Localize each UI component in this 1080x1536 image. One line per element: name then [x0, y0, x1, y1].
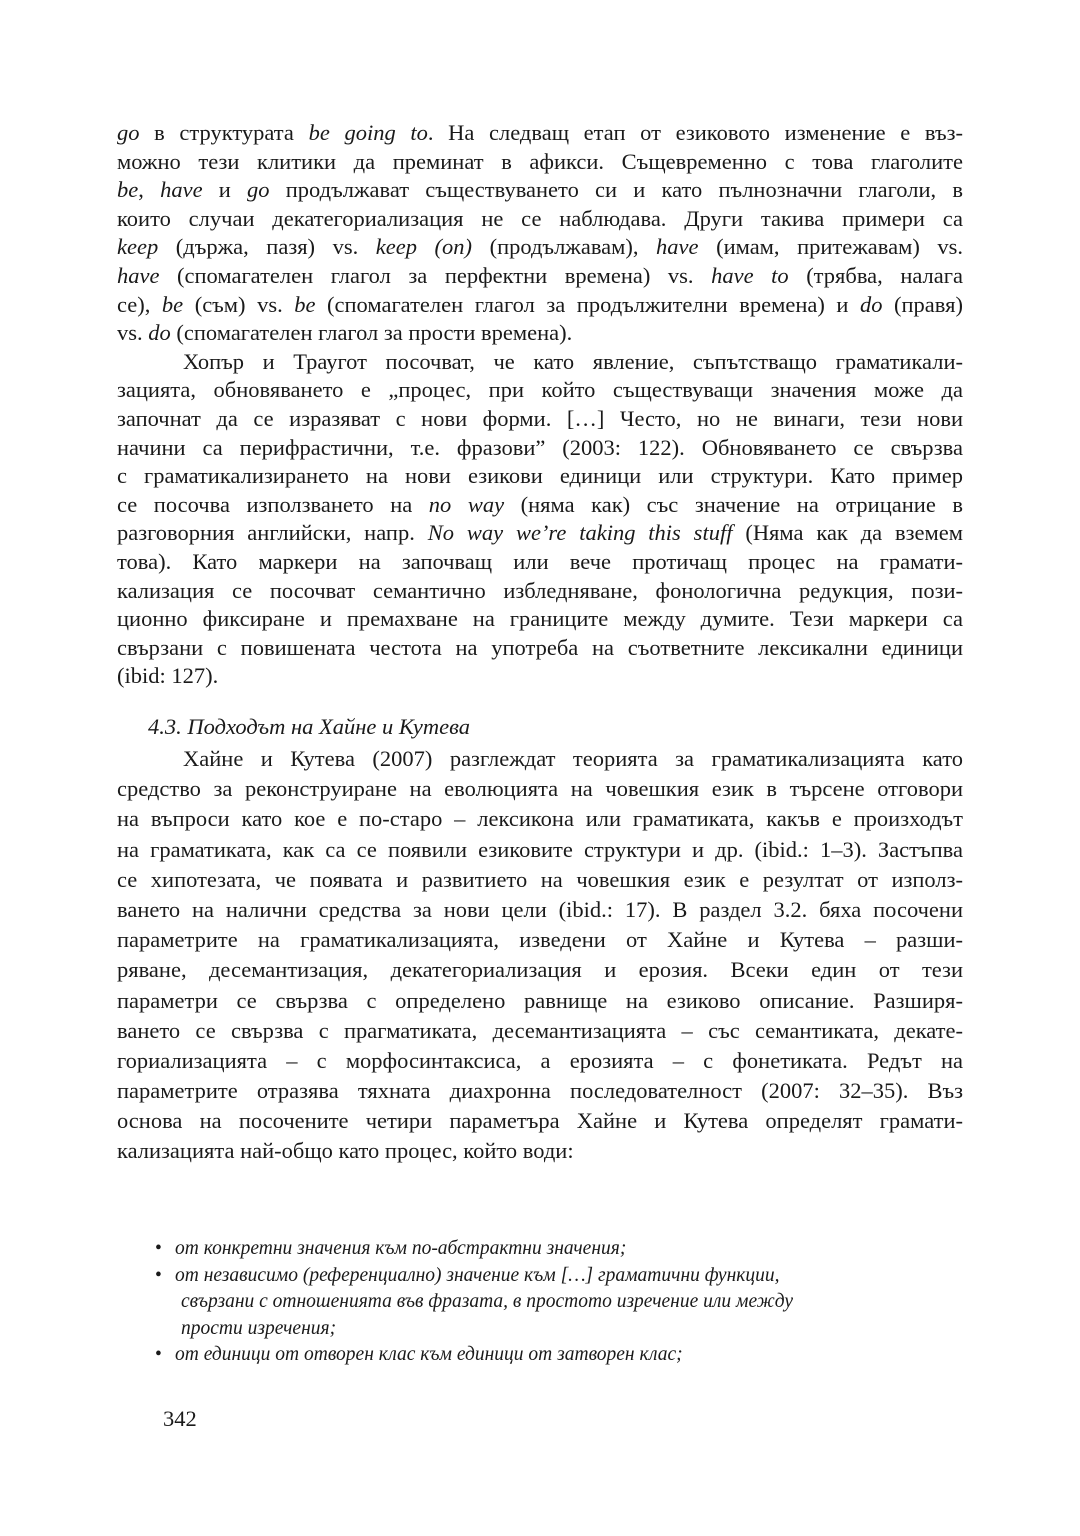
text-run: разговорния английски, напр.	[117, 520, 428, 546]
text-line	[117, 744, 963, 774]
italic-term: have	[117, 262, 160, 288]
text-run: кализация се посочват семантично избледняване, фонологична редукция, пози-	[117, 577, 963, 603]
text-run: (правя)	[882, 291, 963, 317]
text-line	[117, 405, 963, 434]
text-line	[117, 1046, 963, 1076]
text-run: се),	[117, 291, 162, 317]
text-line	[117, 1076, 963, 1106]
text-run: се посочва използването на	[117, 491, 429, 517]
text-run: (спомагателен глагол за прости времена).	[170, 320, 573, 346]
list-item	[155, 1263, 793, 1343]
text-run: ването на налични средства за нови цели (ibid.: 17). В раздел 3.2. бяха посочени	[117, 896, 963, 922]
italic-term: be	[294, 291, 316, 317]
text-run: гориализацията – с морфосинтаксиса, а ерозията – с фонетиката. Редът на	[117, 1047, 963, 1073]
bullet-icon: •	[155, 1344, 162, 1365]
text-line	[117, 955, 963, 985]
text-run: и	[202, 177, 248, 203]
text-line	[117, 1106, 963, 1136]
text-run: можно тези клитики да преминат в афикси. Същевременно с това глаголите	[117, 148, 963, 174]
italic-term: No way we’re taking this stuff	[427, 520, 733, 546]
text-line	[117, 925, 963, 955]
text-run: начини са перифрастични, т.е. фразови” (2003: 122). Обновяването се свързва	[117, 434, 963, 460]
text-run: зацията, обновяването е „процес, при който съществуващи значения може да	[117, 377, 963, 403]
text-line	[117, 233, 963, 262]
text-run: (съм) vs.	[183, 291, 295, 317]
italic-term: have	[656, 234, 699, 260]
list-item-text: от конкретни значения към по-абстрактни значения;	[175, 1238, 627, 1259]
text-line	[117, 986, 963, 1016]
text-run: параметрите на граматикализацията, изведени от Хайне и Кутева – разши-	[117, 927, 963, 953]
text-run: ването се свързва с прагматиката, десемантизацията – със семантиката, декате-	[117, 1017, 963, 1043]
text-line	[117, 291, 963, 320]
text-run: (спомагателен глагол за продължителни времена) и	[315, 291, 860, 317]
text-run: свързани с повишената честота на употреба на съответните лексикални единици	[117, 634, 963, 660]
text-line	[117, 462, 963, 491]
text-run: (имам, притежавам) vs.	[698, 234, 964, 260]
text-line	[117, 605, 963, 634]
text-run: основа на посочените четири параметъра Хайне и Кутева определят грамати-	[117, 1108, 963, 1134]
text-run: параметри се свързва с определено равнище на езиково описание. Разширя-	[117, 987, 963, 1013]
text-run: ционно фиксиране и премахване на границите между думите. Тези маркери са	[117, 606, 963, 632]
text-run: (спомагателен глагол за перфектни времена) vs.	[159, 262, 712, 288]
text-run: на граматиката, как са се появили езиковите структури и др. (ibid.: 1–3). Застъпва	[117, 836, 963, 862]
text-run: които случаи декатегориализация не се наблюдава. Други такива примери са	[117, 205, 963, 231]
italic-term: keep	[117, 234, 159, 260]
text-line	[117, 1136, 963, 1166]
text-run: . На следващ етап от езиковото изменение е въз-	[427, 120, 963, 145]
text-line	[117, 119, 963, 148]
text-run: Хопър и Траугот посочват, че като явление, съпътстващо граматикали-	[183, 348, 963, 374]
text-run: кализацията най-общо като процес, който води:	[117, 1138, 574, 1164]
italic-term: no way	[428, 491, 505, 517]
italic-term: be going to	[308, 120, 428, 145]
bullet-icon: •	[155, 1264, 162, 1286]
text-line	[117, 634, 963, 663]
text-run: с граматикализирането на нови езикови единици или структури. Като пример	[117, 463, 963, 489]
italic-term: have	[160, 177, 203, 203]
text-line	[117, 662, 963, 691]
text-line	[117, 434, 963, 463]
text-line	[117, 519, 963, 548]
text-run: (Няма как да вземем	[732, 520, 963, 546]
text-run: продължават съществуването си и като пълнозначни глаголи, в	[269, 177, 963, 203]
list-item	[155, 1342, 793, 1369]
body-text-upper	[117, 119, 963, 691]
text-run: Хайне и Кутева (2007) разглеждат теорията за граматикализацията като	[183, 746, 963, 771]
text-line	[117, 774, 963, 804]
text-run: средство за реконструиране на еволюцията на човешкия език в търсене отговори	[117, 776, 963, 802]
text-line	[117, 148, 963, 177]
list-item-text: от единици от отворен клас към единици от затворен клас;	[175, 1344, 683, 1365]
text-line	[117, 548, 963, 577]
text-line	[117, 577, 963, 606]
section-heading: 4.3. Подходът на Хайне и Кутева	[148, 714, 470, 739]
text-line	[117, 376, 963, 405]
text-run: това). Като маркери на започващ или вече протичащ процес на грамати-	[117, 548, 963, 574]
text-run: започнат да се изразяват с нови форми. […] Често, но не винаги, тези нови	[117, 405, 963, 431]
italic-term: go	[117, 120, 140, 145]
list-item-text: прости изречения;	[181, 1317, 337, 1339]
list-item-text: свързани с отношенията във фразата, в простото изречение или между	[181, 1291, 794, 1312]
bullet-list	[155, 1236, 793, 1369]
body-text-section	[117, 744, 963, 1167]
italic-term: be	[161, 291, 184, 317]
text-run: (продължавам),	[472, 234, 657, 260]
text-line	[117, 804, 963, 834]
list-item	[155, 1236, 793, 1263]
text-run: ряване, десемантизация, декатегориализация и ерозия. Всеки един от тези	[117, 957, 963, 983]
text-run: vs.	[117, 320, 149, 346]
text-run: на въпроси като кое е по-старо – лексикона или граматиката, какъв е произходът	[117, 806, 963, 832]
text-run: (държа, пазя) vs.	[158, 234, 376, 260]
text-line	[117, 865, 963, 895]
list-item-text: от независимо (референциално) значение към […] граматични функции,	[175, 1264, 780, 1286]
italic-term: go	[247, 177, 270, 203]
bullet-icon: •	[155, 1238, 162, 1259]
italic-term: keep (on)	[375, 234, 473, 260]
italic-term: do	[148, 320, 171, 346]
text-line	[117, 205, 963, 234]
text-line	[117, 895, 963, 925]
italic-term: be	[117, 177, 139, 203]
text-run: (няма как) със значение на отрицание в	[504, 491, 963, 517]
text-line	[117, 319, 963, 348]
italic-term: do	[859, 291, 883, 317]
text-line	[117, 1016, 963, 1046]
italic-term: have to	[711, 262, 789, 288]
text-run: се хипотезата, че появата и развитието на човешкия език е резултат от използ-	[117, 866, 963, 892]
text-line	[117, 835, 963, 865]
text-run: параметрите отразява тяхната диахронна последователност (2007: 32–35). Въз	[117, 1078, 963, 1104]
text-run: ,	[138, 177, 161, 203]
text-line	[117, 262, 963, 291]
page-number: 342	[163, 1406, 197, 1431]
text-line	[117, 176, 963, 205]
text-run: в структурата	[139, 120, 309, 145]
text-line	[117, 348, 963, 377]
text-run: (трябва, налага	[788, 262, 963, 288]
text-line	[117, 491, 963, 520]
text-run: (ibid: 127).	[117, 663, 219, 689]
